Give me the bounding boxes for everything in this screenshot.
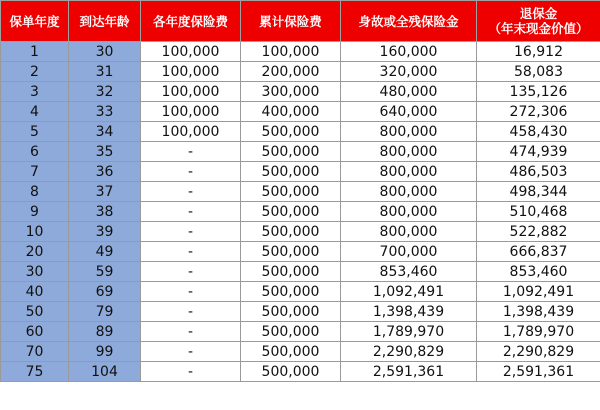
cumulative-premium-cell: 100,000 — [241, 42, 341, 62]
cumulative-premium-cell: 500,000 — [241, 142, 341, 162]
surrender-value-cell: 458,430 — [477, 122, 600, 142]
table-row — [1, 362, 600, 382]
age-cell: 59 — [69, 262, 141, 282]
header-annual-premium: 各年度保险费 — [141, 1, 241, 42]
age-cell: 34 — [69, 122, 141, 142]
table-row — [1, 142, 600, 162]
surrender-value-cell: 1,789,970 — [477, 322, 600, 342]
death-benefit-cell: 160,000 — [341, 42, 477, 62]
surrender-value-cell: 16,912 — [477, 42, 600, 62]
annual-premium-cell: - — [141, 302, 241, 322]
surrender-value-cell: 1,398,439 — [477, 302, 600, 322]
annual-premium-cell: 100,000 — [141, 62, 241, 82]
annual-premium-cell: - — [141, 182, 241, 202]
death-benefit-cell: 1,789,970 — [341, 322, 477, 342]
age-cell: 30 — [69, 42, 141, 62]
table-row — [1, 222, 600, 242]
policy-year-cell: 8 — [1, 182, 69, 202]
cumulative-premium-cell: 500,000 — [241, 342, 341, 362]
table-row — [1, 82, 600, 102]
surrender-value-cell: 2,290,829 — [477, 342, 600, 362]
age-cell: 33 — [69, 102, 141, 122]
age-cell: 39 — [69, 222, 141, 242]
policy-year-cell: 20 — [1, 242, 69, 262]
age-cell: 38 — [69, 202, 141, 222]
policy-year-cell: 70 — [1, 342, 69, 362]
age-cell: 89 — [69, 322, 141, 342]
surrender-value-cell: 2,591,361 — [477, 362, 600, 382]
cumulative-premium-cell: 500,000 — [241, 182, 341, 202]
death-benefit-cell: 800,000 — [341, 142, 477, 162]
annual-premium-cell: - — [141, 222, 241, 242]
table-row — [1, 162, 600, 182]
death-benefit-cell: 480,000 — [341, 82, 477, 102]
annual-premium-cell: - — [141, 282, 241, 302]
cumulative-premium-cell: 500,000 — [241, 362, 341, 382]
policy-year-cell: 50 — [1, 302, 69, 322]
annual-premium-cell: - — [141, 162, 241, 182]
policy-year-cell: 3 — [1, 82, 69, 102]
table-row — [1, 182, 600, 202]
policy-year-cell: 9 — [1, 202, 69, 222]
death-benefit-cell: 2,591,361 — [341, 362, 477, 382]
header-row — [1, 1, 600, 42]
age-cell: 31 — [69, 62, 141, 82]
age-cell: 104 — [69, 362, 141, 382]
table-row — [1, 242, 600, 262]
surrender-value-cell: 1,092,491 — [477, 282, 600, 302]
surrender-value-cell: 853,460 — [477, 262, 600, 282]
surrender-value-cell: 58,083 — [477, 62, 600, 82]
cumulative-premium-cell: 500,000 — [241, 202, 341, 222]
surrender-value-cell: 486,503 — [477, 162, 600, 182]
policy-year-cell: 1 — [1, 42, 69, 62]
cumulative-premium-cell: 500,000 — [241, 262, 341, 282]
age-cell: 99 — [69, 342, 141, 362]
table-row — [1, 62, 600, 82]
cumulative-premium-cell: 500,000 — [241, 162, 341, 182]
annual-premium-cell: - — [141, 262, 241, 282]
surrender-value-cell: 474,939 — [477, 142, 600, 162]
death-benefit-cell: 700,000 — [341, 242, 477, 262]
annual-premium-cell: - — [141, 142, 241, 162]
surrender-value-cell: 666,837 — [477, 242, 600, 262]
age-cell: 49 — [69, 242, 141, 262]
table-row — [1, 102, 600, 122]
policy-year-cell: 10 — [1, 222, 69, 242]
cumulative-premium-cell: 500,000 — [241, 302, 341, 322]
annual-premium-cell: - — [141, 342, 241, 362]
policy-year-cell: 4 — [1, 102, 69, 122]
death-benefit-cell: 320,000 — [341, 62, 477, 82]
table-body — [1, 42, 600, 382]
table-row — [1, 202, 600, 222]
cumulative-premium-cell: 400,000 — [241, 102, 341, 122]
death-benefit-cell: 800,000 — [341, 122, 477, 142]
cumulative-premium-cell: 500,000 — [241, 222, 341, 242]
age-cell: 37 — [69, 182, 141, 202]
annual-premium-cell: 100,000 — [141, 102, 241, 122]
policy-year-cell: 2 — [1, 62, 69, 82]
table-row — [1, 262, 600, 282]
policy-year-cell: 30 — [1, 262, 69, 282]
policy-year-cell: 60 — [1, 322, 69, 342]
policy-year-cell: 6 — [1, 142, 69, 162]
cumulative-premium-cell: 500,000 — [241, 282, 341, 302]
header-policy-year: 保单年度 — [1, 1, 69, 42]
cumulative-premium-cell: 500,000 — [241, 322, 341, 342]
death-benefit-cell: 800,000 — [341, 182, 477, 202]
death-benefit-cell: 1,398,439 — [341, 302, 477, 322]
annual-premium-cell: - — [141, 322, 241, 342]
header-death-benefit: 身故或全残保险金 — [341, 1, 477, 42]
table-header — [1, 1, 600, 42]
death-benefit-cell: 800,000 — [341, 162, 477, 182]
age-cell: 32 — [69, 82, 141, 102]
table-row — [1, 302, 600, 322]
annual-premium-cell: - — [141, 202, 241, 222]
death-benefit-cell: 1,092,491 — [341, 282, 477, 302]
age-cell: 35 — [69, 142, 141, 162]
header-cumulative-premium: 累计保险费 — [241, 1, 341, 42]
policy-year-cell: 75 — [1, 362, 69, 382]
annual-premium-cell: 100,000 — [141, 82, 241, 102]
age-cell: 69 — [69, 282, 141, 302]
table-row — [1, 282, 600, 302]
cumulative-premium-cell: 300,000 — [241, 82, 341, 102]
surrender-value-cell: 135,126 — [477, 82, 600, 102]
age-cell: 79 — [69, 302, 141, 322]
cumulative-premium-cell: 500,000 — [241, 122, 341, 142]
surrender-value-cell: 510,468 — [477, 202, 600, 222]
header-surrender-value: 退保金 （年末现金价值） — [477, 1, 600, 42]
table-row — [1, 342, 600, 362]
death-benefit-cell: 800,000 — [341, 202, 477, 222]
policy-year-cell: 40 — [1, 282, 69, 302]
age-cell: 36 — [69, 162, 141, 182]
cumulative-premium-cell: 500,000 — [241, 242, 341, 262]
death-benefit-cell: 640,000 — [341, 102, 477, 122]
annual-premium-cell: - — [141, 362, 241, 382]
header-attained-age: 到达年龄 — [69, 1, 141, 42]
table-row — [1, 122, 600, 142]
annual-premium-cell: 100,000 — [141, 122, 241, 142]
surrender-value-cell: 522,882 — [477, 222, 600, 242]
surrender-value-cell: 272,306 — [477, 102, 600, 122]
annual-premium-cell: 100,000 — [141, 42, 241, 62]
death-benefit-cell: 800,000 — [341, 222, 477, 242]
death-benefit-cell: 853,460 — [341, 262, 477, 282]
table-row — [1, 322, 600, 342]
annual-premium-cell: - — [141, 242, 241, 262]
policy-year-cell: 5 — [1, 122, 69, 142]
surrender-value-cell: 498,344 — [477, 182, 600, 202]
death-benefit-cell: 2,290,829 — [341, 342, 477, 362]
table-row — [1, 42, 600, 62]
cumulative-premium-cell: 200,000 — [241, 62, 341, 82]
policy-year-cell: 7 — [1, 162, 69, 182]
